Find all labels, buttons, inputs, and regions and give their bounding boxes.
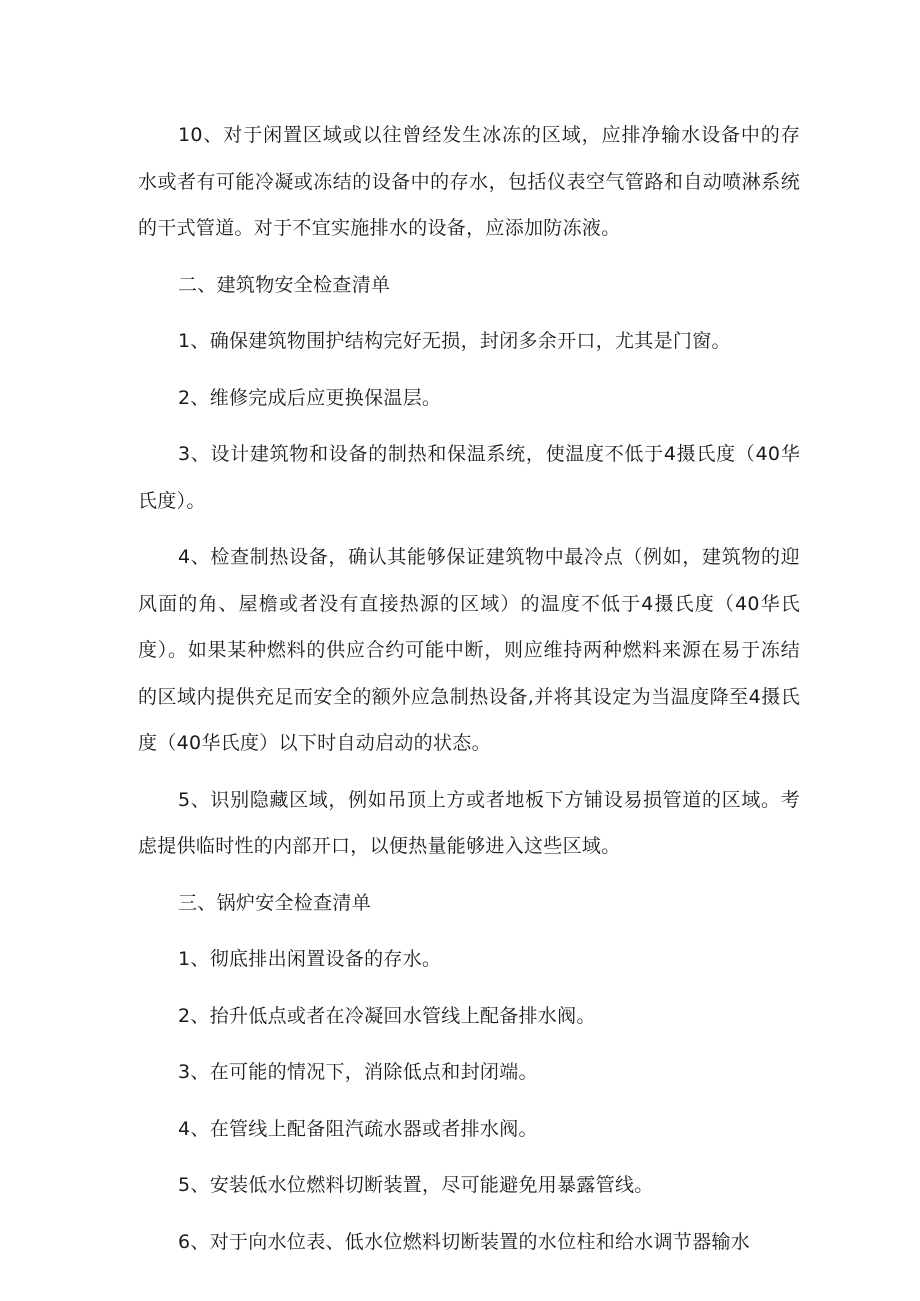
section-heading-boiler: 三、锅炉安全检查清单 <box>178 891 372 914</box>
paragraph-building-1: 1、确保建筑物围护结构完好无损，封闭多余开口，尤其是门窗。 <box>178 330 731 352</box>
paragraph-boiler-6: 6、对于向水位表、低水位燃料切断装置的水位柱和给水调节器输水 <box>178 1230 751 1253</box>
document-body <box>138 112 800 1275</box>
paragraph-building-3: 3、设计建筑物和设备的制热和保温系统，使温度不低于4摄氏度（40华氏度）。 <box>138 443 800 512</box>
section-heading-building: 二、建筑物安全检查清单 <box>178 273 391 296</box>
paragraph-boiler-5: 5、安装低水位燃料切断装置，尽可能避免用暴露管线。 <box>178 1174 654 1196</box>
paragraph-boiler-3: 3、在可能的情况下，消除低点和封闭端。 <box>178 1061 538 1083</box>
paragraph-boiler-4: 4、在管线上配备阻汽疏水器或者排水阀。 <box>178 1117 538 1140</box>
paragraph-building-2: 2、维修完成后应更换保温层。 <box>178 386 442 409</box>
paragraph-building-4: 4、检查制热设备，确认其能够保证建筑物中最冷点（例如，建筑物的迎风面的角、屋檐或者没有直接热源的区域）的温度不低于4摄氏度（40华氏度）。如果某种燃料的供应合约可能中断，则应维持两种燃料来源在易于冻结的区域内提供充足而安全的额外应急制热设备,并将其设定为当温度降至4摄氏度（40华氏度）以下时自动启动的状态。 <box>138 546 800 754</box>
paragraph-boiler-2: 2、抬升低点或者在冷凝回水管线上配备排水阀。 <box>178 1004 596 1027</box>
paragraph-item-10: 10、对于闲置区域或以往曾经发生冰冻的区域，应排净输水设备中的存水或者有可能冷凝或冻结的设备中的存水，包括仪表空气管路和自动喷淋系统的干式管道。对于不宜实施排水的设备，应添加防冻液。 <box>138 124 800 239</box>
paragraph-boiler-1: 1、彻底排出闲置设备的存水。 <box>178 948 442 970</box>
paragraph-building-5: 5、识别隐藏区域，例如吊顶上方或者地板下方铺设易损管道的区域。考虑提供临时性的内部开口，以便热量能够进入这些区域。 <box>138 788 800 857</box>
